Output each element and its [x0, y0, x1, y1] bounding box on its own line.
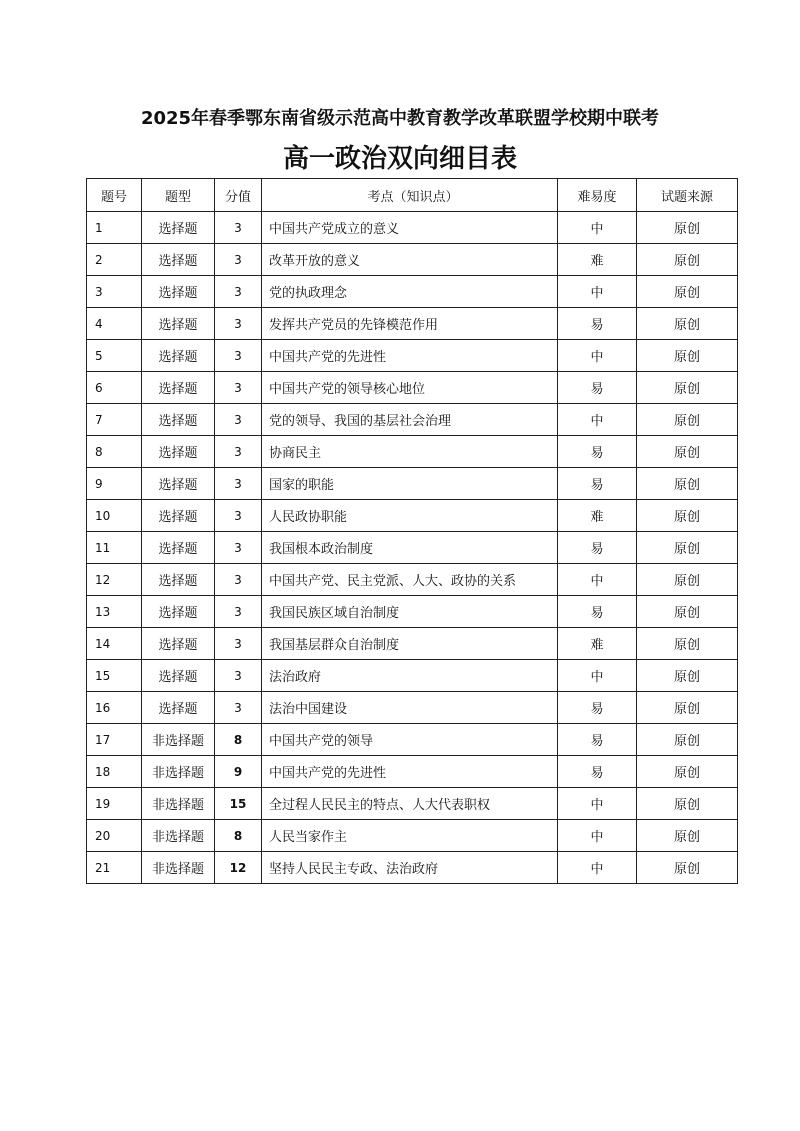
cell-source: 原创: [637, 564, 738, 596]
column-header-type: 题型: [142, 179, 215, 212]
cell-source: 原创: [637, 692, 738, 724]
cell-source: 原创: [637, 244, 738, 276]
cell-source: 原创: [637, 820, 738, 852]
document-subtitle: 高一政治双向细目表: [282, 144, 517, 174]
cell-knowledge-point: 党的执政理念: [262, 276, 558, 308]
cell-score: 9: [215, 756, 262, 788]
column-header-number: 题号: [87, 179, 142, 212]
cell-number: 11: [87, 532, 142, 564]
cell-knowledge-point: 中国共产党、民主党派、人大、政协的关系: [262, 564, 558, 596]
table-row: [87, 372, 738, 404]
cell-difficulty: 中: [558, 660, 637, 692]
cell-score: 15: [215, 788, 262, 820]
table-body: [87, 212, 738, 884]
cell-difficulty: 中: [558, 340, 637, 372]
cell-type: 选择题: [142, 564, 215, 596]
cell-number: 2: [87, 244, 142, 276]
cell-type: 选择题: [142, 532, 215, 564]
table-row: [87, 692, 738, 724]
cell-source: 原创: [637, 468, 738, 500]
cell-knowledge-point: 人民政协职能: [262, 500, 558, 532]
cell-difficulty: 易: [558, 596, 637, 628]
cell-score: 8: [215, 820, 262, 852]
cell-type: 非选择题: [142, 820, 215, 852]
cell-difficulty: 易: [558, 468, 637, 500]
cell-knowledge-point: 法治中国建设: [262, 692, 558, 724]
table-row: [87, 820, 738, 852]
cell-type: 选择题: [142, 692, 215, 724]
cell-number: 10: [87, 500, 142, 532]
cell-type: 选择题: [142, 468, 215, 500]
cell-number: 6: [87, 372, 142, 404]
cell-knowledge-point: 改革开放的意义: [262, 244, 558, 276]
table-row: [87, 756, 738, 788]
cell-difficulty: 中: [558, 404, 637, 436]
cell-score: 3: [215, 212, 262, 244]
column-header-difficulty: 难易度: [558, 179, 637, 212]
cell-knowledge-point: 发挥共产党员的先锋模范作用: [262, 308, 558, 340]
cell-difficulty: 易: [558, 372, 637, 404]
cell-knowledge-point: 协商民主: [262, 436, 558, 468]
cell-type: 选择题: [142, 340, 215, 372]
cell-difficulty: 中: [558, 820, 637, 852]
cell-type: 选择题: [142, 212, 215, 244]
cell-source: 原创: [637, 340, 738, 372]
cell-type: 非选择题: [142, 788, 215, 820]
cell-number: 9: [87, 468, 142, 500]
table-row: [87, 308, 738, 340]
cell-source: 原创: [637, 788, 738, 820]
cell-type: 选择题: [142, 436, 215, 468]
cell-knowledge-point: 中国共产党的领导: [262, 724, 558, 756]
cell-score: 3: [215, 692, 262, 724]
cell-number: 5: [87, 340, 142, 372]
table-row: [87, 628, 738, 660]
header-row: [87, 179, 738, 212]
table-row: [87, 500, 738, 532]
cell-score: 3: [215, 340, 262, 372]
cell-number: 18: [87, 756, 142, 788]
cell-type: 选择题: [142, 372, 215, 404]
cell-number: 14: [87, 628, 142, 660]
cell-type: 非选择题: [142, 852, 215, 884]
cell-type: 选择题: [142, 276, 215, 308]
cell-source: 原创: [637, 500, 738, 532]
cell-source: 原创: [637, 724, 738, 756]
document-title: 2025年春季鄂东南省级示范高中教育教学改革联盟学校期中联考: [140, 108, 660, 129]
table-row: [87, 244, 738, 276]
cell-number: 1: [87, 212, 142, 244]
cell-score: 8: [215, 724, 262, 756]
cell-source: 原创: [637, 628, 738, 660]
cell-difficulty: 易: [558, 532, 637, 564]
cell-score: 3: [215, 468, 262, 500]
cell-knowledge-point: 我国根本政治制度: [262, 532, 558, 564]
cell-source: 原创: [637, 308, 738, 340]
cell-knowledge-point: 中国共产党的领导核心地位: [262, 372, 558, 404]
specification-table: [86, 178, 738, 884]
cell-source: 原创: [637, 756, 738, 788]
cell-number: 4: [87, 308, 142, 340]
cell-type: 选择题: [142, 308, 215, 340]
table-row: [87, 436, 738, 468]
cell-number: 19: [87, 788, 142, 820]
cell-score: 3: [215, 372, 262, 404]
table-row: [87, 404, 738, 436]
cell-source: 原创: [637, 276, 738, 308]
cell-score: 3: [215, 564, 262, 596]
table-row: [87, 852, 738, 884]
cell-number: 15: [87, 660, 142, 692]
cell-knowledge-point: 中国共产党的先进性: [262, 756, 558, 788]
cell-number: 7: [87, 404, 142, 436]
cell-score: 3: [215, 308, 262, 340]
cell-score: 3: [215, 244, 262, 276]
table-row: [87, 212, 738, 244]
cell-difficulty: 难: [558, 500, 637, 532]
table-row: [87, 724, 738, 756]
table-row: [87, 532, 738, 564]
cell-difficulty: 易: [558, 756, 637, 788]
table-row: [87, 596, 738, 628]
cell-difficulty: 易: [558, 436, 637, 468]
cell-difficulty: 易: [558, 692, 637, 724]
cell-source: 原创: [637, 404, 738, 436]
cell-difficulty: 易: [558, 308, 637, 340]
cell-knowledge-point: 我国基层群众自治制度: [262, 628, 558, 660]
cell-source: 原创: [637, 212, 738, 244]
cell-score: 3: [215, 596, 262, 628]
table-row: [87, 660, 738, 692]
cell-source: 原创: [637, 372, 738, 404]
cell-difficulty: 中: [558, 788, 637, 820]
cell-source: 原创: [637, 532, 738, 564]
cell-score: 3: [215, 276, 262, 308]
column-header-source: 试题来源: [637, 179, 738, 212]
cell-knowledge-point: 人民当家作主: [262, 820, 558, 852]
cell-score: 3: [215, 404, 262, 436]
cell-knowledge-point: 中国共产党成立的意义: [262, 212, 558, 244]
cell-difficulty: 中: [558, 564, 637, 596]
cell-difficulty: 中: [558, 212, 637, 244]
cell-type: 选择题: [142, 660, 215, 692]
cell-score: 3: [215, 500, 262, 532]
cell-knowledge-point: 中国共产党的先进性: [262, 340, 558, 372]
cell-source: 原创: [637, 852, 738, 884]
cell-number: 13: [87, 596, 142, 628]
cell-type: 选择题: [142, 500, 215, 532]
cell-knowledge-point: 国家的职能: [262, 468, 558, 500]
cell-number: 17: [87, 724, 142, 756]
cell-type: 选择题: [142, 244, 215, 276]
cell-score: 3: [215, 660, 262, 692]
table-row: [87, 276, 738, 308]
cell-type: 选择题: [142, 628, 215, 660]
cell-type: 非选择题: [142, 756, 215, 788]
cell-number: 20: [87, 820, 142, 852]
cell-difficulty: 中: [558, 276, 637, 308]
column-header-score: 分值: [215, 179, 262, 212]
cell-score: 12: [215, 852, 262, 884]
table-row: [87, 468, 738, 500]
cell-source: 原创: [637, 660, 738, 692]
table-row: [87, 340, 738, 372]
cell-number: 16: [87, 692, 142, 724]
cell-knowledge-point: 我国民族区域自治制度: [262, 596, 558, 628]
table-header: [87, 179, 738, 212]
cell-number: 3: [87, 276, 142, 308]
table-row: [87, 788, 738, 820]
cell-knowledge-point: 全过程人民民主的特点、人大代表职权: [262, 788, 558, 820]
cell-knowledge-point: 坚持人民民主专政、法治政府: [262, 852, 558, 884]
cell-source: 原创: [637, 436, 738, 468]
cell-knowledge-point: 法治政府: [262, 660, 558, 692]
cell-number: 21: [87, 852, 142, 884]
cell-source: 原创: [637, 596, 738, 628]
cell-difficulty: 难: [558, 244, 637, 276]
column-header-knowledge-point: 考点（知识点）: [262, 179, 558, 212]
cell-difficulty: 难: [558, 628, 637, 660]
cell-type: 非选择题: [142, 724, 215, 756]
cell-type: 选择题: [142, 596, 215, 628]
cell-number: 12: [87, 564, 142, 596]
cell-difficulty: 中: [558, 852, 637, 884]
cell-knowledge-point: 党的领导、我国的基层社会治理: [262, 404, 558, 436]
cell-number: 8: [87, 436, 142, 468]
cell-difficulty: 易: [558, 724, 637, 756]
cell-type: 选择题: [142, 404, 215, 436]
cell-score: 3: [215, 628, 262, 660]
cell-score: 3: [215, 532, 262, 564]
table-row: [87, 564, 738, 596]
cell-score: 3: [215, 436, 262, 468]
